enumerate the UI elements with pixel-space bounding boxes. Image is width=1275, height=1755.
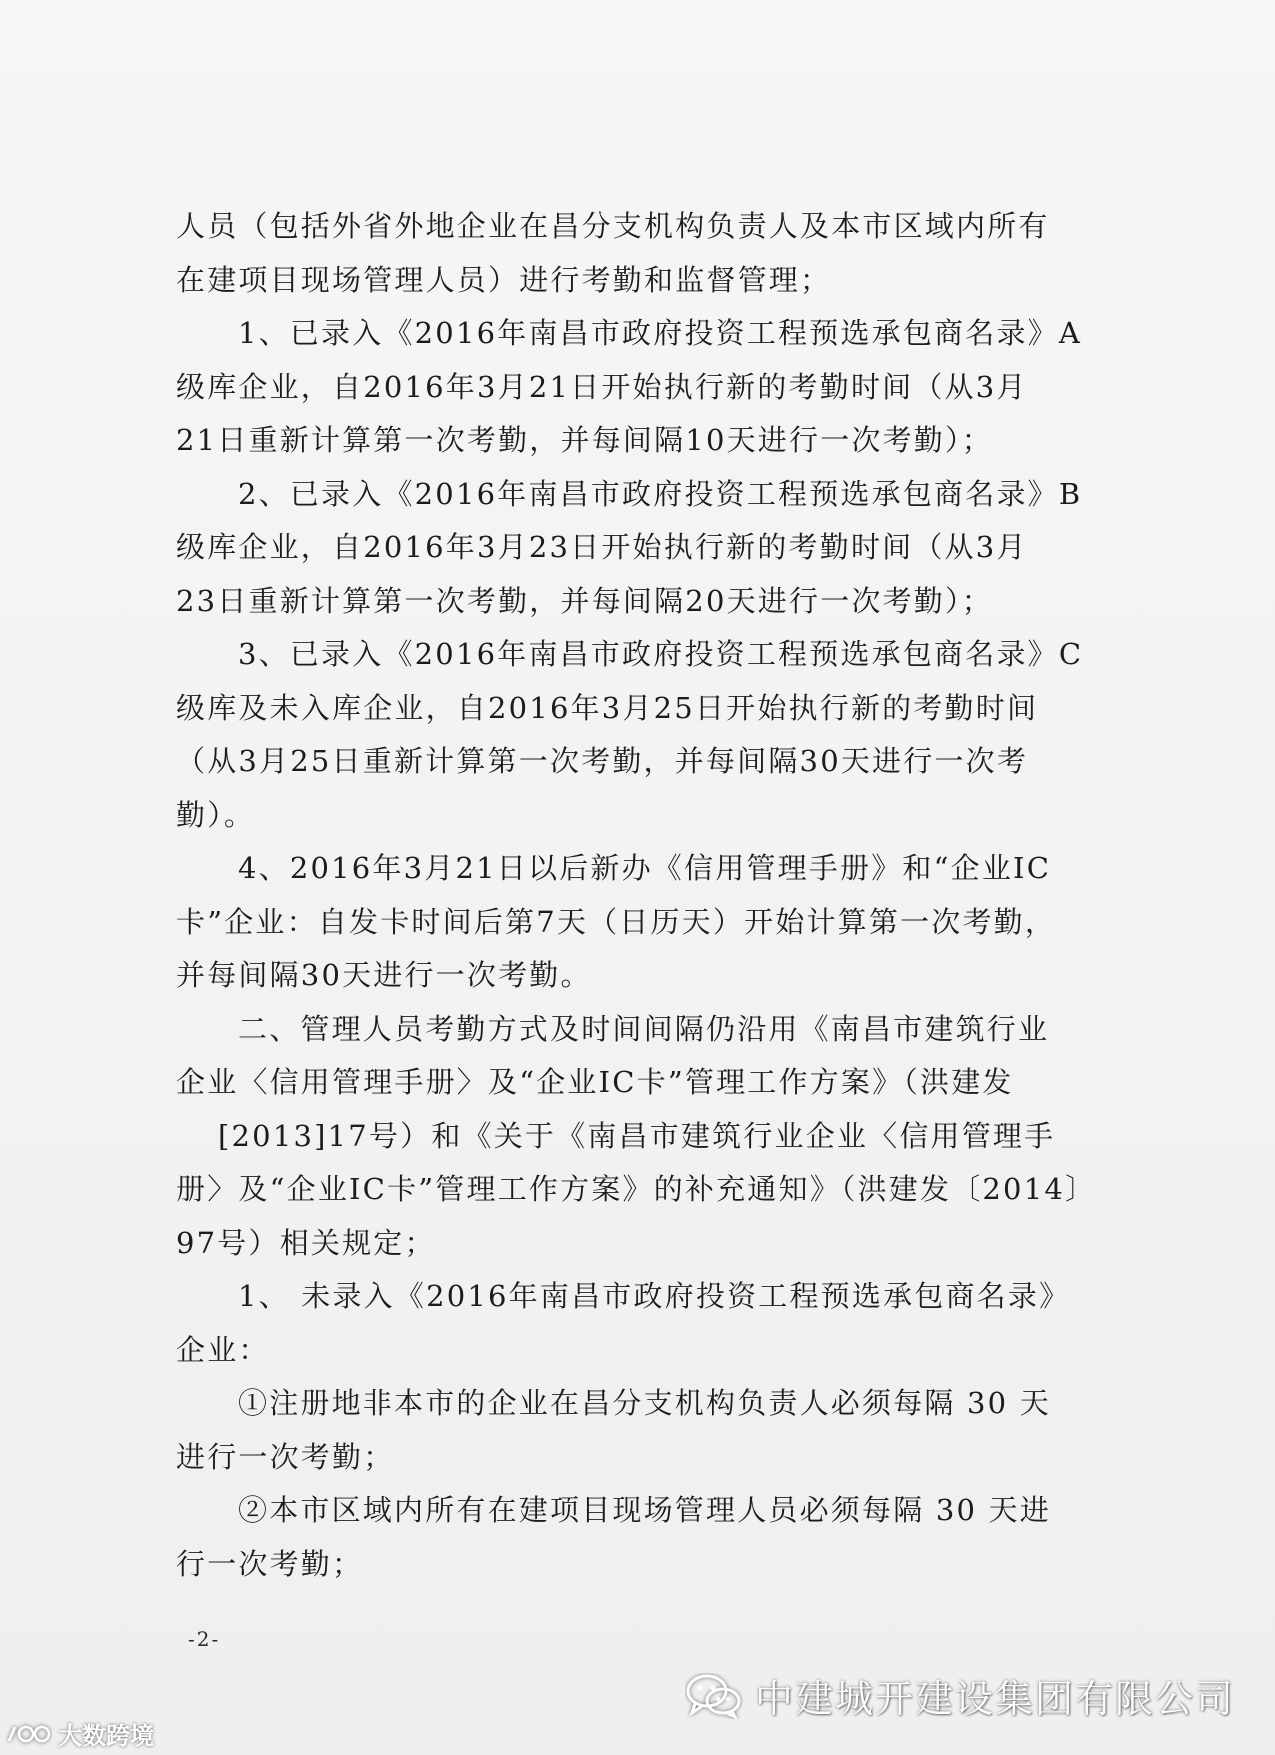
brand-watermark-text: 大数跨境 — [58, 1722, 154, 1750]
document-line: [2013]17号）和《关于《南昌市建筑行业企业〈信用管理手 — [218, 1118, 1056, 1153]
document-body — [176, 200, 1116, 1591]
document-line: 1、 未录入《2016年南昌市政府投资工程预选承包商名录》 — [238, 1279, 1071, 1313]
brand-logo-icon — [6, 1721, 52, 1747]
document-line: 4、2016年3月21日以后新办《信用管理手册》和“企业IC — [238, 851, 1052, 885]
document-line: 在建项目现场管理人员）进行考勤和监督管理； — [176, 262, 832, 297]
document-line: ①注册地非本市的企业在昌分支机构负责人必须每隔 30 天 — [238, 1386, 1051, 1420]
document-line: 2、已录入《2016年南昌市政府投资工程预选承包商名录》B — [238, 476, 1083, 511]
document-line: 级库企业，自2016年3月23日开始执行新的考勤时间（从3月 — [176, 530, 1028, 564]
document-line: 并每间隔30天进行一次考勤。 — [176, 958, 592, 992]
brand-watermark — [6, 1716, 154, 1751]
document-line: ②本市区域内所有在建项目现场管理人员必须每隔 30 天进 — [238, 1493, 1051, 1527]
document-line: 勤）。 — [176, 797, 256, 832]
document-line: （从3月25日重新计算第一次考勤，并每间隔30天进行一次考 — [176, 744, 1029, 778]
document-line: 卡”企业：自发卡时间后第7天（日历天）开始计算第一次考勤， — [176, 904, 1057, 939]
document-line: 级库及未入库企业，自2016年3月25日开始执行新的考勤时间 — [176, 690, 1039, 725]
document-line: 级库企业，自2016年3月21日开始执行新的考勤时间（从3月 — [176, 369, 1028, 404]
document-line: 行一次考勤； — [176, 1546, 364, 1581]
document-line: 册〉及“企业IC卡”管理工作方案》的补充通知》（洪建发〔2014〕 — [176, 1172, 1097, 1206]
document-line: 1、已录入《2016年南昌市政府投资工程预选承包商名录》A — [238, 316, 1082, 350]
company-watermark-text: 中建城开建设集团有限公司 — [754, 1677, 1235, 1721]
page-number: -2- — [188, 1627, 221, 1651]
document-line: 企业： — [176, 1332, 270, 1367]
document-line: 3、已录入《2016年南昌市政府投资工程预选承包商名录》C — [238, 637, 1084, 671]
document-line: 二、管理人员考勤方式及时间间隔仍沿用《南昌市建筑行业 — [238, 1011, 1050, 1046]
company-watermark — [685, 1668, 1235, 1723]
document-line: 企业〈信用管理手册〉及“企业IC卡”管理工作方案》（洪建发 — [176, 1065, 1014, 1099]
document-line: 人员（包括外省外地企业在昌分支机构负责人及本市区域内所有 — [176, 209, 1050, 243]
document-line: 97号）相关规定； — [176, 1225, 436, 1260]
document-line: 21日重新计算第一次考勤，并每间隔10天进行一次考勤）； — [176, 423, 993, 457]
document-line: 23日重新计算第一次考勤，并每间隔20天进行一次考勤）； — [176, 583, 993, 618]
wechat-icon — [685, 1673, 743, 1719]
document-line: 进行一次考勤； — [176, 1439, 395, 1474]
